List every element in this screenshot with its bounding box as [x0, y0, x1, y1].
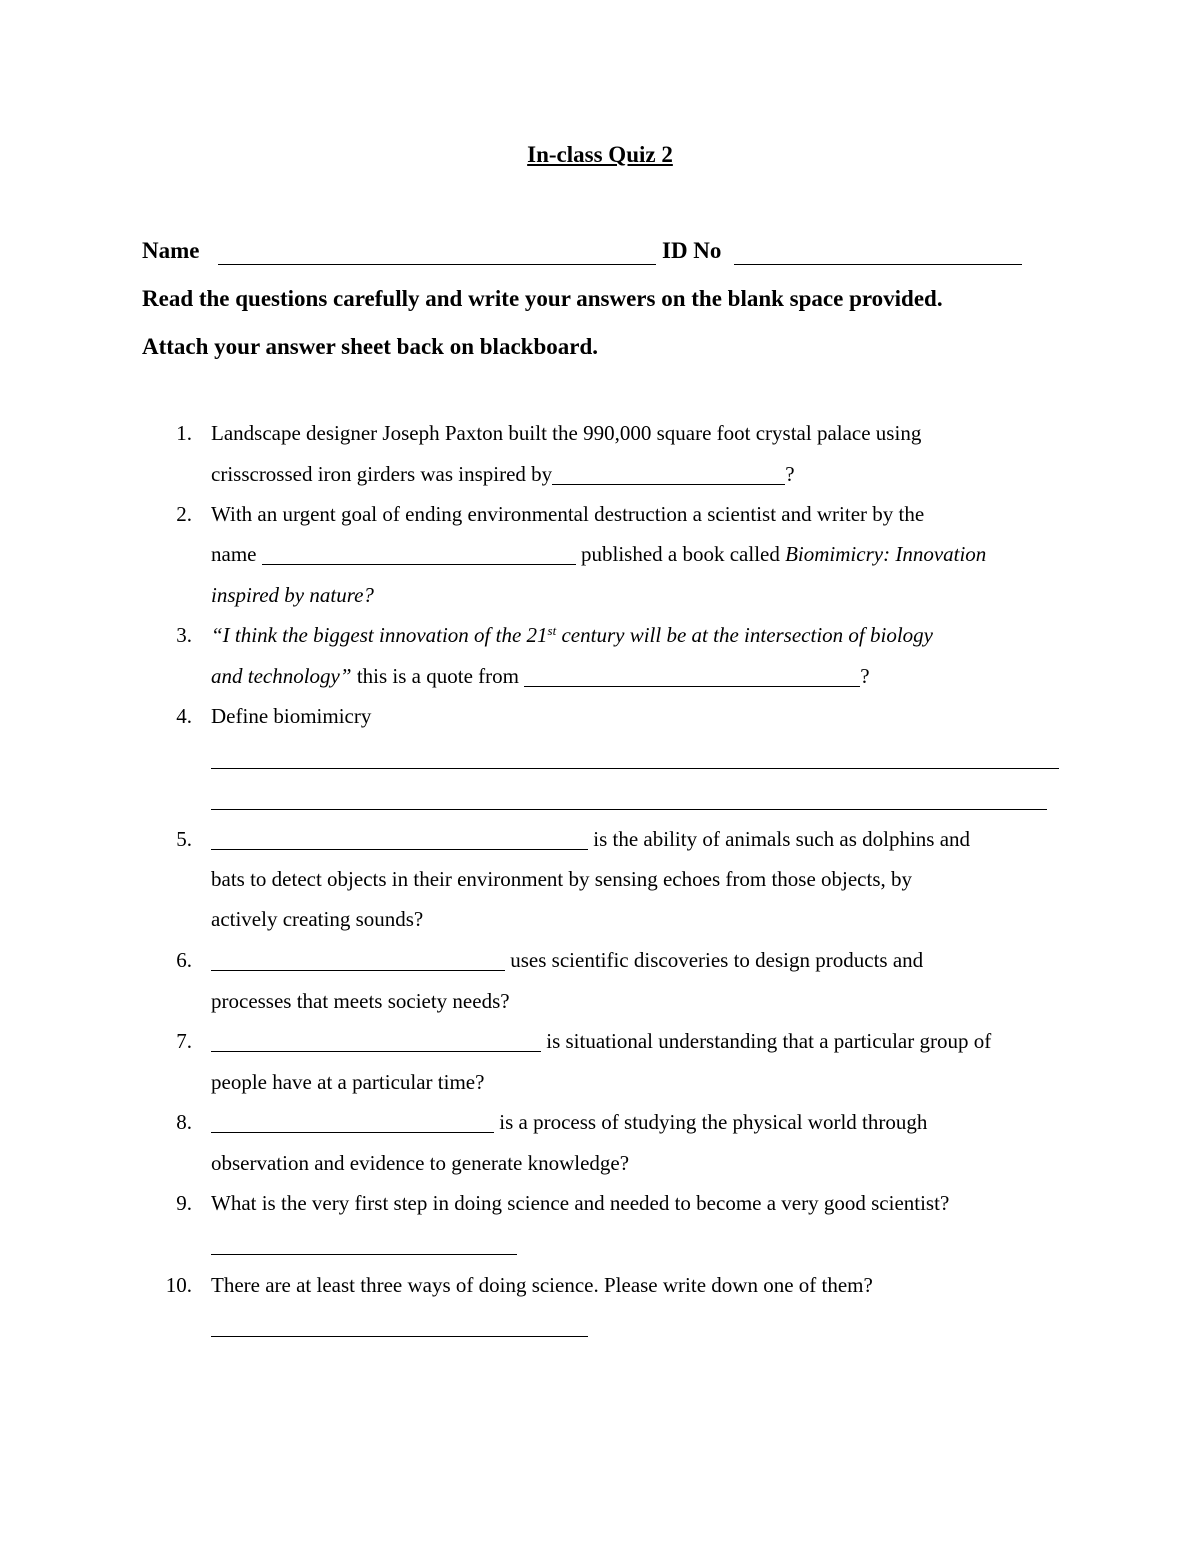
- question-3-text: this is a quote from: [356, 664, 519, 688]
- question-3-quote-b: century will be at the intersection of biology: [561, 623, 933, 647]
- question-6-line-1: [211, 948, 923, 973]
- question-3-line-2: [211, 664, 870, 689]
- question-8-blank[interactable]: [211, 1111, 494, 1133]
- question-2-blank[interactable]: [262, 543, 576, 565]
- instruction-line-1: Read the questions carefully and write your answers on the blank space provided.: [142, 286, 943, 311]
- question-2-line-2: [211, 542, 986, 567]
- question-2-book-title: Biomimicry: Innovation: [785, 542, 987, 566]
- question-6-line-2: processes that meets society needs?: [211, 989, 510, 1013]
- page-title: In-class Quiz 2: [527, 142, 673, 167]
- question-10-line-1: There are at least three ways of doing science. Please write down one of them?: [211, 1273, 873, 1297]
- question-10-number: 10.: [165, 1273, 192, 1297]
- name-blank[interactable]: [218, 264, 656, 265]
- question-2-number: 2.: [176, 502, 192, 526]
- question-3-blank[interactable]: [524, 665, 860, 687]
- question-9-line-1: What is the very first step in doing science and needed to become a very good scientist?: [211, 1191, 950, 1215]
- question-7-line-1: [211, 1029, 991, 1054]
- question-8-line-2: observation and evidence to generate knowledge?: [211, 1151, 630, 1175]
- question-3-line-1: [211, 623, 933, 648]
- question-5-line-3: actively creating sounds?: [211, 907, 424, 931]
- question-1-line-2: [211, 462, 795, 487]
- question-4-answer-line-1[interactable]: [211, 768, 1059, 769]
- question-3-number: 3.: [176, 623, 192, 647]
- question-2-text: name: [211, 542, 257, 566]
- question-10-answer-line[interactable]: [211, 1336, 588, 1337]
- question-8-number: 8.: [176, 1110, 192, 1134]
- question-9-answer-line[interactable]: [211, 1254, 517, 1255]
- question-5-line-2: bats to detect objects in their environment by sensing echoes from those objects, by: [211, 867, 912, 891]
- question-5-number: 5.: [176, 827, 192, 851]
- question-1-end: ?: [785, 462, 795, 486]
- question-4-line-1: Define biomimicry: [211, 704, 372, 728]
- question-9-number: 9.: [176, 1191, 192, 1215]
- name-label: Name: [142, 238, 200, 263]
- question-2-book-subtitle: inspired by nature?: [211, 583, 374, 607]
- question-4-answer-line-2[interactable]: [211, 809, 1047, 810]
- question-8-line-1: [211, 1110, 927, 1135]
- id-blank[interactable]: [734, 264, 1022, 265]
- question-5-line-1: [211, 827, 970, 852]
- question-3-quote-sup: st: [547, 622, 557, 638]
- question-1-number: 1.: [176, 421, 192, 445]
- question-2-after: published a book called: [580, 542, 780, 566]
- question-6-blank[interactable]: [211, 949, 505, 971]
- question-1-line-1: Landscape designer Joseph Paxton built the 990,000 square foot crystal palace using: [211, 421, 922, 445]
- question-2-line-1: With an urgent goal of ending environmental destruction a scientist and writer by the: [211, 502, 925, 526]
- question-6-number: 6.: [176, 948, 192, 972]
- question-7-blank[interactable]: [211, 1030, 541, 1052]
- question-5-after: is the ability of animals such as dolphins and: [593, 827, 971, 851]
- question-4-number: 4.: [176, 704, 192, 728]
- question-5-blank[interactable]: [211, 828, 588, 850]
- instruction-line-2: Attach your answer sheet back on blackboard.: [142, 334, 598, 359]
- question-8-after: is a process of studying the physical world through: [499, 1110, 928, 1134]
- question-7-number: 7.: [176, 1029, 192, 1053]
- question-1-text: crisscrossed iron girders was inspired by: [211, 462, 553, 486]
- question-7-line-2: people have at a particular time?: [211, 1070, 485, 1094]
- question-3-quote-a: “I think the biggest innovation of the 21: [211, 623, 548, 647]
- question-6-after: uses scientific discoveries to design products and: [510, 948, 924, 972]
- id-label: ID No: [662, 238, 722, 263]
- question-1-blank[interactable]: [552, 463, 785, 485]
- question-7-after: is situational understanding that a particular group of: [546, 1029, 992, 1053]
- question-3-end: ?: [860, 664, 870, 688]
- question-2-line-3: [211, 583, 374, 608]
- question-3-quote-end: and technology”: [211, 664, 352, 688]
